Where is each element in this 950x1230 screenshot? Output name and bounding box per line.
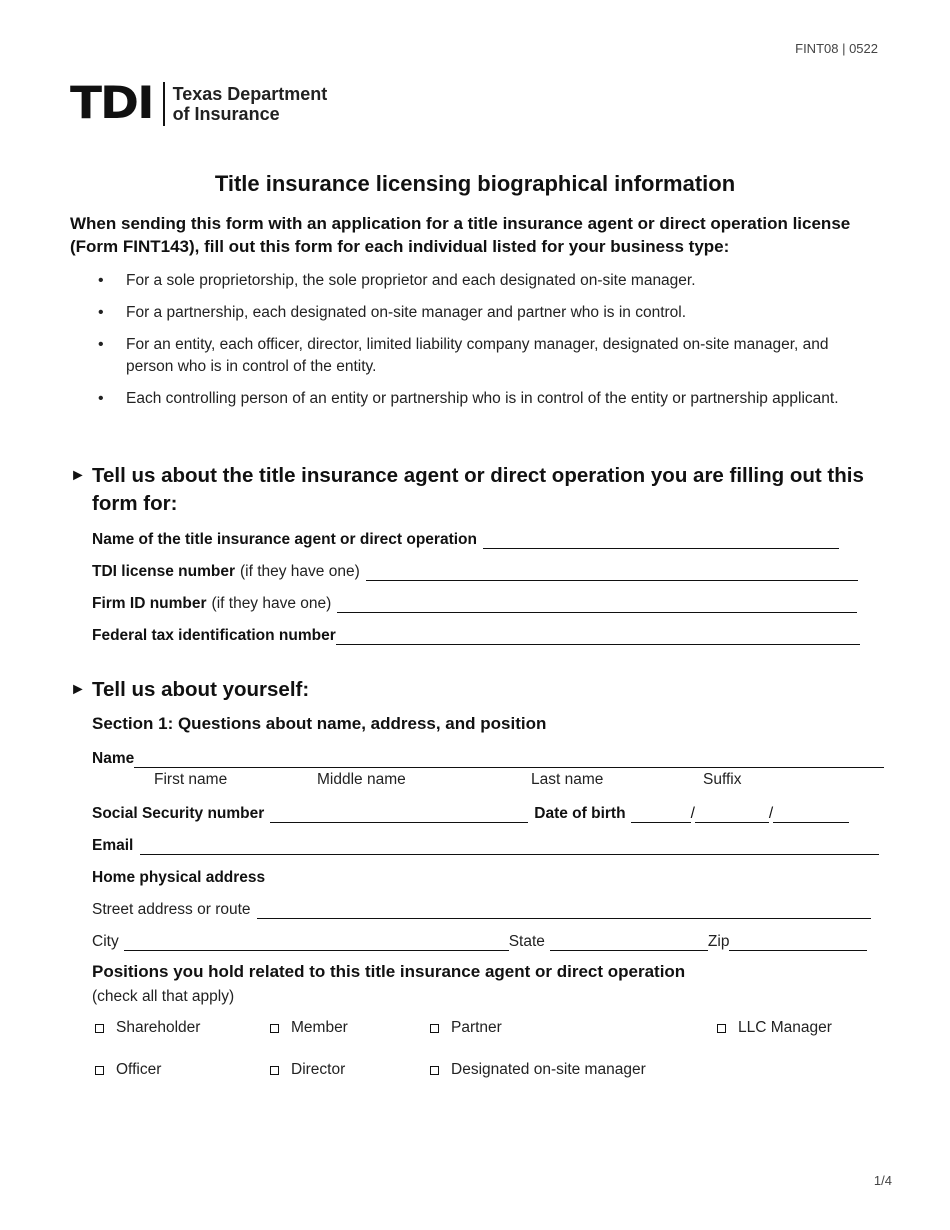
firm-id-label: Firm ID number <box>92 595 207 612</box>
checkbox-icon[interactable] <box>95 1066 104 1075</box>
checkbox-partner[interactable] <box>430 1019 502 1037</box>
home-address-heading: Home physical address <box>92 869 266 886</box>
first-name-caption: First name <box>154 771 228 788</box>
list-item: • For a partnership, each designated on-site manager and partner who is in control. <box>70 302 880 324</box>
suffix-caption: Suffix <box>703 771 742 788</box>
intro-text: When sending this form with an application for a title insurance agent or direct operation license (Form FINT143), fill out this form for each individual listed for your business type: <box>70 214 851 256</box>
page-number: 1/4 <box>873 1173 892 1188</box>
tax-id-row <box>92 623 860 645</box>
tax-id-field[interactable] <box>336 630 860 645</box>
checkbox-label: Partner <box>451 1019 502 1036</box>
logo-text <box>173 84 328 124</box>
checkbox-icon[interactable] <box>270 1066 279 1075</box>
checkbox-icon[interactable] <box>430 1024 439 1033</box>
tdi-logo <box>70 77 328 130</box>
agent-name-field[interactable] <box>483 534 839 549</box>
logo-mark: TDI <box>70 77 153 130</box>
middle-name-caption: Middle name <box>317 771 406 788</box>
positions-heading: Positions you hold related to this title insurance agent or direct operation <box>92 962 686 981</box>
checkbox-label: Member <box>291 1019 348 1036</box>
eligibility-list <box>70 270 880 420</box>
form-code: FINT08 | 0522 <box>795 41 878 56</box>
street-label: Street address or route <box>92 901 251 918</box>
name-label: Name <box>92 750 135 767</box>
list-item: • Each controlling person of an entity or partnership who is in control of the entity or partnership applicant. <box>70 388 880 410</box>
section-heading-agent <box>70 462 880 518</box>
dob-year-field[interactable] <box>773 808 849 823</box>
dob-month-field[interactable] <box>631 808 691 823</box>
city-state-zip-row <box>92 929 867 951</box>
firm-id-row <box>92 591 857 613</box>
tdi-license-row <box>92 559 858 581</box>
list-item: • For an entity, each officer, director, limited liability company manager, designated on-site manager, and person who is in control of the entity. <box>70 334 880 378</box>
checkbox-member[interactable] <box>270 1019 348 1037</box>
section-1-title: Section 1: Questions about name, address, and position <box>92 714 547 733</box>
name-field[interactable] <box>134 753 884 768</box>
tax-id-label: Federal tax identification number <box>92 627 336 644</box>
section-heading-agent-text: Tell us about the title insurance agent or direct operation you are filling out this form for: <box>92 464 864 515</box>
ssn-dob-row <box>92 801 849 823</box>
checkbox-label: Designated on-site manager <box>451 1061 646 1078</box>
dob-separator: / <box>768 805 774 822</box>
checkbox-icon[interactable] <box>430 1066 439 1075</box>
dob-label: Date of birth <box>534 805 626 822</box>
tdi-license-note: (if they have one) <box>239 563 360 580</box>
checkbox-label: Shareholder <box>116 1019 201 1036</box>
section-heading-you-text: Tell us about yourself: <box>92 678 310 701</box>
checkbox-icon[interactable] <box>717 1024 726 1033</box>
tdi-license-label: TDI license number <box>92 563 235 580</box>
logo-divider <box>163 82 165 126</box>
firm-id-field[interactable] <box>337 598 857 613</box>
agent-name-label: Name of the title insurance agent or direct operation <box>92 531 477 548</box>
address-heading-row <box>92 865 265 887</box>
email-field[interactable] <box>140 840 879 855</box>
checkbox-director[interactable] <box>270 1061 345 1079</box>
email-row <box>92 833 879 855</box>
checkbox-label: LLC Manager <box>738 1019 832 1036</box>
state-label: State <box>508 933 545 950</box>
zip-label: Zip <box>707 933 730 950</box>
name-row <box>92 746 884 768</box>
dob-day-field[interactable] <box>695 808 769 823</box>
positions-note: (check all that apply) <box>92 988 235 1005</box>
zip-field[interactable] <box>729 936 867 951</box>
checkbox-label: Officer <box>116 1061 162 1078</box>
checkbox-icon[interactable] <box>270 1024 279 1033</box>
city-label: City <box>92 933 119 950</box>
ssn-field[interactable] <box>270 808 528 823</box>
state-field[interactable] <box>550 936 708 951</box>
checkbox-label: Director <box>291 1061 346 1078</box>
email-label: Email <box>92 837 134 854</box>
page-title: Title insurance licensing biographical information <box>214 171 736 196</box>
checkbox-shareholder[interactable] <box>95 1019 200 1037</box>
checkbox-icon[interactable] <box>95 1024 104 1033</box>
triangle-right-icon: ► <box>70 467 86 484</box>
agent-name-row <box>92 527 839 549</box>
ssn-label: Social Security number <box>92 805 265 822</box>
logo-line-1: Texas Department <box>172 83 328 104</box>
checkbox-officer[interactable] <box>95 1061 161 1079</box>
logo-line-2: of Insurance <box>172 103 280 124</box>
checkbox-designated-onsite-manager[interactable] <box>430 1061 646 1079</box>
tdi-license-field[interactable] <box>366 566 858 581</box>
checkbox-llc-manager[interactable] <box>717 1019 832 1037</box>
dob-separator: / <box>690 805 695 822</box>
city-field[interactable] <box>124 936 509 951</box>
triangle-right-icon: ► <box>70 681 86 698</box>
list-item: • For a sole proprietorship, the sole proprietor and each designated on-site manager. <box>70 270 880 292</box>
last-name-caption: Last name <box>531 771 604 788</box>
street-field[interactable] <box>257 904 871 919</box>
firm-id-note: (if they have one) <box>211 595 332 612</box>
street-row <box>92 897 871 919</box>
section-heading-you <box>70 676 880 704</box>
